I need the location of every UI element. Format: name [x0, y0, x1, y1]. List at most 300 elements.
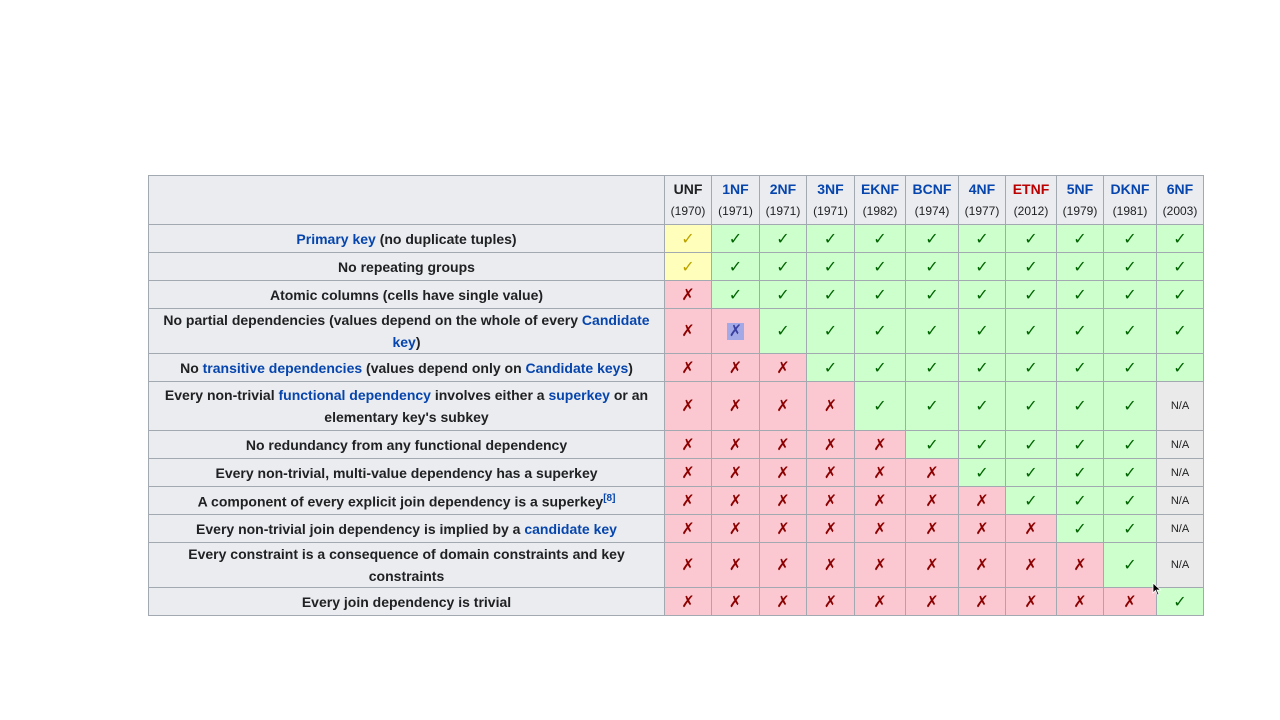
cell-2nf: [760, 487, 807, 515]
cross-icon: ✗: [1073, 593, 1087, 611]
col-header-4nf: [959, 176, 1006, 225]
requirement-text: Atomic columns (cells have single value): [269, 286, 544, 303]
col-header-5nf: [1057, 176, 1104, 225]
requirement-text: Every constraint is a consequence of domain constraints and key constraints: [188, 546, 625, 584]
cell-5nf: [1057, 543, 1104, 588]
requirement-text: (values depend only on: [362, 359, 526, 376]
table-row: [149, 515, 1204, 543]
cell-bcnf: [906, 487, 959, 515]
cell-6nf: [1157, 281, 1204, 309]
check-icon: ✓: [1123, 258, 1137, 276]
col-name-1nf[interactable]: 1NF: [722, 181, 749, 197]
col-name-dknf[interactable]: DKNF: [1110, 181, 1150, 197]
cell-6nf: [1157, 354, 1204, 382]
table-row: [149, 253, 1204, 281]
row-requirement: [149, 588, 665, 616]
col-year: (1974): [914, 204, 950, 218]
table-body: [149, 225, 1204, 616]
cell-dknf: [1104, 309, 1157, 354]
check-icon: ✓: [1173, 359, 1187, 377]
wiki-link[interactable]: Primary key: [296, 230, 376, 247]
requirement-text: involves either a: [430, 387, 549, 403]
col-header-3nf: [807, 176, 855, 225]
cross-icon: ✗: [776, 520, 790, 538]
check-icon: ✓: [925, 286, 939, 304]
col-name-bcnf[interactable]: BCNF: [912, 181, 952, 197]
col-year: (1982): [862, 204, 898, 218]
check-icon: ✓: [1123, 286, 1137, 304]
cell-2nf: [760, 431, 807, 459]
row-requirement: [149, 309, 665, 354]
check-icon: ✓: [1173, 593, 1187, 611]
table-row: [149, 588, 1204, 616]
cell-eknf: [855, 309, 906, 354]
col-header-eknf: [855, 176, 906, 225]
cell-etnf: [1006, 382, 1057, 431]
check-icon: ✓: [1173, 258, 1187, 276]
wiki-link[interactable]: transitive dependencies: [202, 359, 363, 376]
cross-icon: ✗: [975, 557, 989, 574]
col-header-2nf: [760, 176, 807, 225]
wiki-link[interactable]: functional dependency: [278, 387, 431, 403]
cross-icon: ✗: [1024, 557, 1038, 574]
cell-unf: [665, 281, 712, 309]
check-icon: ✓: [1073, 520, 1087, 538]
cell-3nf: [807, 225, 855, 253]
cell-bcnf: [906, 459, 959, 487]
cell-dknf: [1104, 515, 1157, 543]
cross-icon: ✗: [1073, 557, 1087, 574]
cell-unf: [665, 543, 712, 588]
col-name-3nf[interactable]: 3NF: [817, 181, 844, 197]
check-icon: ✓: [1123, 230, 1137, 248]
reference-link[interactable]: [8]: [603, 493, 616, 505]
col-name-unf: UNF: [673, 181, 703, 197]
cell-4nf: [959, 281, 1006, 309]
requirement-text: or an: [609, 387, 649, 403]
cell-4nf: [959, 253, 1006, 281]
cross-icon: ✗: [873, 520, 887, 538]
wiki-link[interactable]: Candidate keys: [525, 359, 629, 376]
cell-6nf: [1157, 515, 1204, 543]
cell-3nf: [807, 543, 855, 588]
requirement-text: Every non-trivial join dependency is implied by a: [196, 520, 525, 537]
corner-cell: [149, 176, 665, 225]
cross-icon: ✗: [823, 520, 838, 538]
requirement-text: Every non-trivial: [164, 387, 279, 403]
cross-icon: ✗: [681, 492, 695, 510]
cell-3nf: [807, 459, 855, 487]
check-icon: ✓: [1123, 520, 1137, 538]
cell-etnf: [1006, 543, 1057, 588]
col-name-2nf[interactable]: 2NF: [769, 181, 797, 197]
table-row: [149, 225, 1204, 253]
cell-bcnf: [906, 588, 959, 616]
cross-icon: ✗: [823, 398, 838, 415]
cell-4nf: [959, 431, 1006, 459]
cell-eknf: [855, 543, 906, 588]
cell-unf: [665, 354, 712, 382]
col-name-5nf[interactable]: 5NF: [1066, 181, 1094, 197]
cell-etnf: [1006, 459, 1057, 487]
col-header-dknf: [1104, 176, 1157, 225]
cell-dknf: [1104, 253, 1157, 281]
check-icon: ✓: [1024, 286, 1038, 304]
check-icon: ✓: [873, 230, 887, 248]
cell-2nf: [760, 253, 807, 281]
cell-dknf: [1104, 459, 1157, 487]
requirement-text: A component of every explicit join dependency is a superkey: [197, 493, 604, 510]
check-icon: ✓: [925, 323, 939, 340]
cross-icon: ✗: [681, 286, 695, 304]
cross-icon: ✗: [873, 557, 887, 574]
cell-bcnf: [906, 354, 959, 382]
check-icon: ✓: [975, 464, 989, 482]
cell-4nf: [959, 515, 1006, 543]
cross-icon: ✗: [728, 492, 743, 510]
cell-4nf: [959, 487, 1006, 515]
cell-dknf: [1104, 487, 1157, 515]
cross-icon: ✗: [728, 323, 743, 340]
cross-icon: ✗: [975, 492, 989, 510]
cross-icon: ✗: [873, 436, 887, 454]
cross-icon: ✗: [823, 464, 838, 482]
cell-2nf: [760, 459, 807, 487]
cross-icon: ✗: [925, 593, 939, 611]
cross-icon: ✗: [728, 436, 743, 454]
cross-icon: ✗: [823, 492, 838, 510]
check-icon: ✓: [1073, 359, 1087, 377]
col-year: (1977): [964, 204, 1000, 218]
check-icon: ✓: [1073, 258, 1087, 276]
cell-bcnf: [906, 225, 959, 253]
col-name-etnf[interactable]: ETNF: [1012, 181, 1050, 197]
row-requirement: [149, 253, 665, 281]
col-header-etnf: [1006, 176, 1057, 225]
check-icon: ✓: [1173, 286, 1187, 304]
cell-1nf: [712, 382, 760, 431]
cross-icon: ✗: [776, 492, 790, 510]
cross-icon: ✗: [776, 593, 790, 611]
check-icon: ✓: [1024, 359, 1038, 377]
check-icon: ✓: [823, 286, 838, 304]
cell-3nf: [807, 354, 855, 382]
cell-2nf: [760, 309, 807, 354]
cell-3nf: [807, 382, 855, 431]
cell-unf: [665, 253, 712, 281]
table-row: [149, 431, 1204, 459]
cross-icon: ✗: [1024, 593, 1038, 611]
cross-icon: ✗: [925, 520, 939, 538]
col-year: (2012): [1013, 204, 1049, 218]
cell-1nf: [712, 431, 760, 459]
check-icon: ✓: [975, 323, 989, 340]
cell-1nf: [712, 543, 760, 588]
cell-bcnf: [906, 431, 959, 459]
na-label: N/A: [1170, 466, 1190, 479]
cell-6nf: [1157, 487, 1204, 515]
cross-icon: ✗: [681, 398, 695, 415]
col-year: (2003): [1162, 204, 1198, 218]
col-name-6nf[interactable]: 6NF: [1166, 181, 1194, 197]
cell-1nf: [712, 309, 760, 354]
table-row: [149, 281, 1204, 309]
normal-forms-table: [148, 175, 1204, 616]
cell-unf: [665, 225, 712, 253]
cell-unf: [665, 431, 712, 459]
cell-5nf: [1057, 253, 1104, 281]
cell-3nf: [807, 431, 855, 459]
cell-dknf: [1104, 281, 1157, 309]
cross-icon: ✗: [873, 593, 887, 611]
cross-icon: ✗: [975, 593, 989, 611]
cell-4nf: [959, 354, 1006, 382]
cell-bcnf: [906, 281, 959, 309]
check-icon: ✓: [925, 398, 939, 415]
cell-dknf: [1104, 543, 1157, 588]
cross-icon: ✗: [873, 464, 887, 482]
na-label: N/A: [1170, 559, 1190, 571]
check-icon: ✓: [1123, 359, 1137, 377]
col-year: (1970): [670, 204, 706, 218]
row-requirement: [149, 487, 665, 515]
wiki-link[interactable]: superkey: [548, 387, 610, 403]
cell-5nf: [1057, 225, 1104, 253]
cross-icon: ✗: [728, 359, 743, 377]
cell-3nf: [807, 588, 855, 616]
cell-dknf: [1104, 354, 1157, 382]
cell-eknf: [855, 382, 906, 431]
requirement-text: No redundancy from any functional dependency: [245, 436, 568, 453]
cell-eknf: [855, 225, 906, 253]
check-icon: ✓: [975, 436, 989, 454]
cell-etnf: [1006, 281, 1057, 309]
check-icon: ✓: [1123, 398, 1137, 415]
check-icon: ✓: [1073, 436, 1087, 454]
row-requirement: [149, 431, 665, 459]
table-row: [149, 309, 1204, 354]
requirement-text: No partial dependencies (values depend on the whole of every: [163, 312, 582, 328]
cross-icon: ✗: [776, 398, 790, 415]
cross-icon: ✗: [823, 593, 838, 611]
check-icon: ✓: [873, 323, 887, 340]
check-icon: ✓: [823, 359, 838, 377]
cross-icon: ✗: [728, 464, 743, 482]
cell-1nf: [712, 588, 760, 616]
check-icon: ✓: [1123, 436, 1137, 454]
check-icon: ✓: [925, 359, 939, 377]
cell-1nf: [712, 487, 760, 515]
cross-icon: ✗: [823, 436, 838, 454]
header-row: [149, 176, 1204, 225]
cell-eknf: [855, 354, 906, 382]
cross-icon: ✗: [776, 359, 790, 377]
col-year: (1971): [718, 204, 753, 218]
cross-icon: ✗: [776, 436, 790, 454]
cell-1nf: [712, 459, 760, 487]
check-icon: ✓: [925, 436, 939, 454]
col-header-unf: [665, 176, 712, 225]
cell-dknf: [1104, 382, 1157, 431]
cell-6nf: [1157, 431, 1204, 459]
cell-unf: [665, 309, 712, 354]
cell-1nf: [712, 354, 760, 382]
table-row: [149, 487, 1204, 515]
cross-icon: ✗: [925, 557, 939, 574]
col-header-1nf: [712, 176, 760, 225]
row-requirement: [149, 281, 665, 309]
cell-2nf: [760, 515, 807, 543]
cell-eknf: [855, 515, 906, 543]
requirement-text: ): [415, 334, 421, 350]
cross-icon: ✗: [873, 492, 887, 510]
cell-etnf: [1006, 225, 1057, 253]
cell-etnf: [1006, 309, 1057, 354]
cell-6nf: [1157, 382, 1204, 431]
cell-3nf: [807, 515, 855, 543]
check-icon: ✓: [975, 359, 989, 377]
row-requirement: [149, 515, 665, 543]
cell-2nf: [760, 543, 807, 588]
cell-6nf: [1157, 588, 1204, 616]
na-label: N/A: [1170, 522, 1190, 535]
cell-2nf: [760, 225, 807, 253]
check-icon: ✓: [681, 258, 695, 276]
cell-5nf: [1057, 309, 1104, 354]
check-icon: ✓: [873, 258, 887, 276]
check-icon: ✓: [823, 258, 838, 276]
check-icon: ✓: [1073, 464, 1087, 482]
cell-6nf: [1157, 253, 1204, 281]
cell-5nf: [1057, 354, 1104, 382]
cross-icon: ✗: [776, 557, 790, 574]
col-year: (1971): [813, 204, 848, 218]
cell-unf: [665, 588, 712, 616]
check-icon: ✓: [823, 323, 838, 340]
wiki-link[interactable]: candidate key: [524, 520, 617, 537]
cross-icon: ✗: [728, 593, 743, 611]
cell-dknf: [1104, 225, 1157, 253]
requirement-text: No repeating groups: [338, 258, 475, 275]
cell-1nf: [712, 225, 760, 253]
cell-4nf: [959, 543, 1006, 588]
cell-2nf: [760, 281, 807, 309]
requirement-text: ): [628, 359, 633, 376]
cross-icon: ✗: [681, 520, 695, 538]
check-icon: ✓: [975, 230, 989, 248]
cross-icon: ✗: [728, 398, 743, 415]
check-icon: ✓: [873, 286, 887, 304]
cell-2nf: [760, 382, 807, 431]
col-header-6nf: [1157, 176, 1204, 225]
check-icon: ✓: [728, 230, 743, 248]
cell-5nf: [1057, 281, 1104, 309]
cell-etnf: [1006, 487, 1057, 515]
cell-bcnf: [906, 515, 959, 543]
check-icon: ✓: [776, 258, 790, 276]
cross-icon: ✗: [823, 557, 838, 574]
cell-5nf: [1057, 515, 1104, 543]
cell-eknf: [855, 281, 906, 309]
cross-icon: ✗: [925, 492, 939, 510]
check-icon: ✓: [776, 323, 790, 340]
check-icon: ✓: [1073, 492, 1087, 510]
cell-dknf: [1104, 588, 1157, 616]
cell-eknf: [855, 431, 906, 459]
cell-5nf: [1057, 487, 1104, 515]
cell-etnf: [1006, 588, 1057, 616]
cell-4nf: [959, 309, 1006, 354]
check-icon: ✓: [1173, 323, 1187, 340]
cell-2nf: [760, 354, 807, 382]
row-requirement: [149, 459, 665, 487]
requirement-text: No: [180, 359, 203, 376]
requirement-text: Every non-trivial, multi-value dependency has a superkey: [215, 464, 598, 481]
cell-1nf: [712, 253, 760, 281]
requirement-text: Every join dependency is trivial: [301, 593, 512, 610]
cell-3nf: [807, 487, 855, 515]
row-requirement: [149, 543, 665, 588]
cell-3nf: [807, 253, 855, 281]
cell-5nf: [1057, 431, 1104, 459]
cell-eknf: [855, 487, 906, 515]
cell-bcnf: [906, 253, 959, 281]
row-requirement: [149, 382, 665, 431]
check-icon: ✓: [1024, 464, 1038, 482]
cross-icon: ✗: [681, 359, 695, 377]
check-icon: ✓: [1073, 286, 1087, 304]
cross-icon: ✗: [728, 520, 743, 538]
check-icon: ✓: [1123, 492, 1137, 510]
check-icon: ✓: [1024, 492, 1038, 510]
cross-icon: ✗: [1123, 593, 1137, 611]
cell-6nf: [1157, 543, 1204, 588]
cell-etnf: [1006, 515, 1057, 543]
cell-2nf: [760, 588, 807, 616]
check-icon: ✓: [728, 286, 743, 304]
check-icon: ✓: [873, 359, 887, 377]
na-label: N/A: [1170, 494, 1190, 507]
col-name-eknf[interactable]: EKNF: [860, 181, 900, 197]
cell-unf: [665, 487, 712, 515]
na-label: N/A: [1170, 400, 1190, 412]
cross-icon: ✗: [681, 557, 695, 574]
cross-icon: ✗: [681, 593, 695, 611]
cell-6nf: [1157, 225, 1204, 253]
table-row: [149, 459, 1204, 487]
cell-unf: [665, 515, 712, 543]
table-row: [149, 382, 1204, 431]
cell-etnf: [1006, 431, 1057, 459]
wiki-link[interactable]: Candidate key: [392, 312, 650, 350]
cross-icon: ✗: [925, 464, 939, 482]
cell-3nf: [807, 309, 855, 354]
row-requirement: [149, 225, 665, 253]
check-icon: ✓: [1024, 436, 1038, 454]
check-icon: ✓: [776, 286, 790, 304]
cross-icon: ✗: [1024, 520, 1038, 538]
check-icon: ✓: [975, 286, 989, 304]
check-icon: ✓: [975, 258, 989, 276]
check-icon: ✓: [873, 398, 887, 415]
check-icon: ✓: [1123, 557, 1137, 574]
cell-5nf: [1057, 459, 1104, 487]
col-name-4nf[interactable]: 4NF: [968, 181, 996, 197]
check-icon: ✓: [1073, 323, 1087, 340]
cross-icon: ✗: [975, 520, 989, 538]
cross-icon: ✗: [776, 464, 790, 482]
col-header-bcnf: [906, 176, 959, 225]
